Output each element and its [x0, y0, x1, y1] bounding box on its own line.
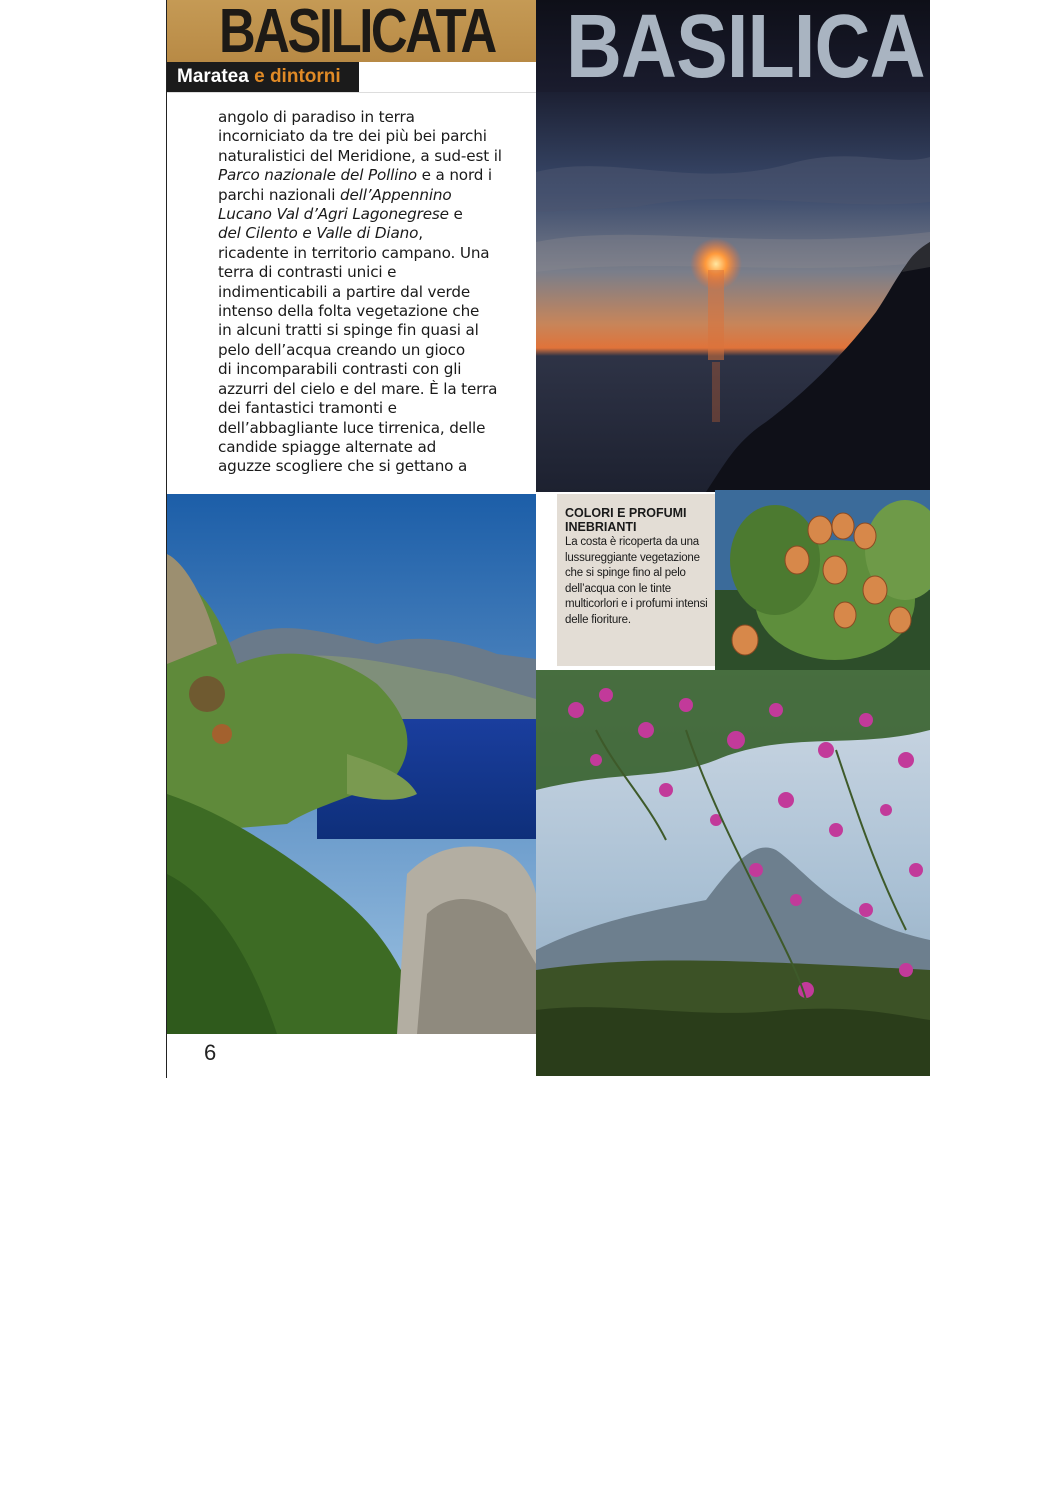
article-line: ricadente in territorio campano. Una	[218, 243, 490, 262]
sunset-photo	[536, 92, 930, 492]
subtitle-accent: e dintorni	[254, 66, 341, 87]
appennino-park: dell’Appennino	[339, 185, 452, 204]
article-line	[218, 224, 520, 243]
article-line: candide spiagge alternate ad	[218, 437, 437, 456]
bougainvillea-photo	[536, 670, 930, 1076]
article-body	[218, 108, 520, 477]
caption-text: La costa è ricoperta da una lussureggiante vegetazione che si spinge fino al pelo dell’acqua con le tinte multicorlori e i profumi intensi delle fioriture.	[565, 536, 708, 626]
article-line: dell’abbagliante luce tirrenica, delle	[218, 418, 486, 437]
header-right-band	[536, 0, 930, 92]
header-title-right: BASILICA	[566, 0, 925, 92]
caption-title: COLORI E PROFUMI INEBRIANTI	[565, 506, 687, 534]
article-line: in alcuni tratti si spinge fin quasi al	[218, 321, 479, 340]
coastline-photo	[167, 494, 536, 1034]
page-number: 6	[204, 1040, 217, 1065]
article-line: naturalistici del Meridione, a sud-est il	[218, 146, 502, 165]
article-line	[218, 186, 520, 205]
section-subtitle	[167, 62, 359, 92]
article-line: di incomparabili contrasti con gli	[218, 360, 462, 379]
article-fragment: e a nord i	[416, 166, 493, 185]
appennino-park-cont: Lucano Val d’Agri Lagonegrese	[218, 205, 449, 224]
article-line	[218, 166, 520, 185]
subtitle-main: Maratea	[177, 66, 249, 87]
article-fragment: parchi nazionali	[218, 185, 340, 204]
header-left-band	[167, 0, 536, 62]
article-line: indimenticabili a partire dal verde	[218, 282, 471, 301]
cilento-park: del Cilento e Valle di Diano	[218, 224, 419, 243]
pollino-park: Parco nazionale del Pollino	[218, 166, 417, 185]
article-fragment: ,	[418, 224, 423, 243]
photo-caption-box	[557, 494, 715, 666]
article-line: aguzze scogliere che si gettano a	[218, 457, 468, 476]
article-fragment: e	[448, 205, 463, 224]
article-line: dei fantastici tramonti e	[218, 399, 397, 418]
header-title-left: BASILICATA	[219, 0, 495, 62]
article-line: intenso della folta vegetazione che	[218, 302, 480, 321]
article-line: angolo di paradiso in terra	[218, 108, 415, 126]
article-line: incorniciato da tre dei più bei parchi	[218, 127, 487, 146]
article-line	[218, 205, 520, 224]
article-line: terra di contrasti unici e	[218, 263, 397, 282]
prickly-pear-photo	[715, 490, 930, 670]
article-line: azzurri del cielo e del mare. È la terra	[218, 379, 498, 398]
header-rule	[167, 92, 536, 93]
article-line: pelo dell’acqua creando un gioco	[218, 340, 466, 359]
